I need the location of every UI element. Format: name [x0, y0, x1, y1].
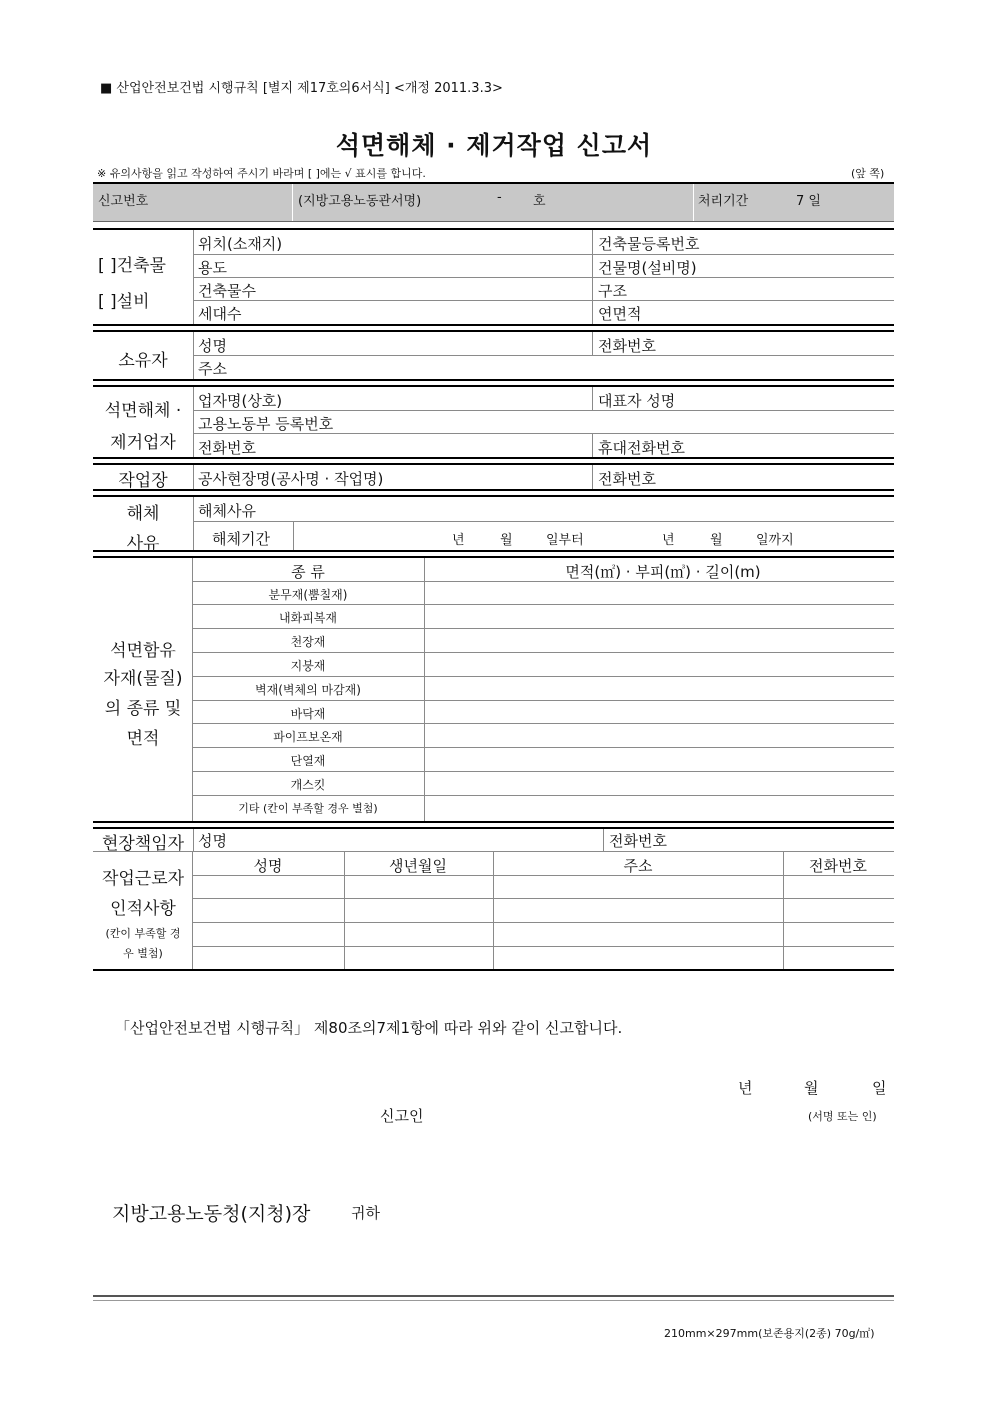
- report-number-label: 신고번호: [98, 194, 149, 209]
- checkbox-facility[interactable]: [ ]설비: [98, 292, 150, 312]
- demolition-period-label: 해체기간: [212, 530, 270, 548]
- ministry-reg-label: 고용노동부 등록번호: [198, 415, 334, 433]
- mobile-phone-label: 휴대전화번호: [598, 439, 685, 457]
- materials-section-label-2: 자재(물질): [103, 669, 183, 689]
- owner-phone-label: 전화번호: [598, 337, 656, 355]
- contractor-phone-label: 전화번호: [198, 439, 256, 457]
- office-name-label: (지방고용노동관서명): [298, 194, 422, 209]
- building-name-label: 건물명(설비명): [598, 259, 697, 277]
- owner-section-label: 소유자: [118, 351, 168, 371]
- worker-name-header: 성명: [253, 857, 283, 875]
- workers-note-2: 우 별첨): [123, 947, 163, 960]
- building-count-label: 건축물수: [198, 282, 256, 300]
- owner-name-label: 성명: [198, 337, 227, 355]
- workers-note-1: (칸이 부족할 경: [105, 927, 181, 940]
- processing-period-value: 7 일: [796, 194, 821, 209]
- site-phone-label: 전화번호: [598, 470, 656, 488]
- location-label: 위치(소재지): [198, 235, 283, 253]
- material-row-label: 내화피복재: [279, 611, 337, 625]
- paper-spec: 210mm×297mm(보존용지(2종) 70g/㎡): [664, 1327, 875, 1340]
- worksite-section-label: 작업장: [118, 471, 168, 491]
- period-day-to: 일까지: [756, 533, 794, 548]
- date-month: 월: [804, 1079, 819, 1097]
- contractor-section-label-1: 석면해체 ·: [104, 401, 182, 421]
- declaration-text: 「산업안전보건법 시행규칙」 제80조의7제1항에 따라 위와 같이 신고합니다.: [115, 1019, 623, 1037]
- period-year-to: 년: [662, 533, 675, 548]
- page-side-label: (앞 쪽): [851, 167, 885, 180]
- manager-name-label: 성명: [198, 832, 227, 850]
- checkbox-building[interactable]: [ ]건축물: [98, 256, 166, 276]
- material-row-label: 분무재(뿜칠재): [268, 588, 348, 602]
- worker-address-header: 주소: [623, 857, 653, 875]
- date-year: 년: [738, 1079, 753, 1097]
- recipient-label: 지방고용노동청(지청)장: [112, 1203, 311, 1225]
- site-name-label: 공사현장명(공사명 · 작업명): [198, 470, 384, 488]
- material-row-label: 천장재: [290, 635, 326, 649]
- households-label: 세대수: [198, 305, 242, 323]
- reporter-label: 신고인: [380, 1107, 424, 1125]
- workers-section-label-1: 작업근로자: [101, 869, 185, 889]
- page-title: 석면해체 · 제거작업 신고서: [335, 131, 653, 160]
- processing-period-label: 처리기간: [698, 194, 749, 209]
- reason-section-label-2: 사유: [126, 534, 160, 554]
- report-dash: -: [497, 190, 502, 205]
- workers-section-label-2: 인적사항: [110, 899, 176, 919]
- structure-label: 구조: [598, 282, 627, 300]
- material-row-label: 파이프보온재: [273, 730, 343, 744]
- material-type-header: 종 류: [291, 563, 325, 581]
- report-ho: 호: [533, 194, 546, 209]
- building-reg-no-label: 건축물등록번호: [598, 235, 700, 253]
- material-row-label: 지붕재: [290, 659, 326, 673]
- material-row-label: 벽재(벽체의 마감재): [255, 683, 361, 697]
- date-day: 일: [872, 1079, 887, 1097]
- material-area-header: 면적(㎡) · 부피(㎥) · 길이(m): [565, 563, 761, 581]
- recipient-suffix: 귀하: [351, 1204, 380, 1222]
- period-month-from: 월: [500, 533, 513, 548]
- worker-phone-header: 전화번호: [809, 857, 867, 875]
- receipt-band: [93, 183, 894, 221]
- period-month-to: 월: [710, 533, 723, 548]
- materials-section-label-4: 면적: [126, 729, 160, 749]
- representative-label: 대표자 성명: [598, 392, 676, 410]
- usage-label: 용도: [198, 259, 227, 277]
- material-row-label: 기타 (칸이 부족할 경우 별첨): [238, 802, 378, 815]
- materials-section-label-3: 의 종류 및: [104, 699, 182, 719]
- contractor-section-label-2: 제거업자: [110, 433, 176, 453]
- demolition-reason-label: 해체사유: [198, 502, 256, 520]
- owner-address-label: 주소: [198, 360, 227, 378]
- total-area-label: 연면적: [598, 305, 642, 323]
- worker-birth-header: 생년월일: [389, 857, 447, 875]
- materials-section-label-1: 석면함유: [110, 641, 176, 661]
- manager-section-label: 현장책임자: [101, 834, 185, 854]
- material-row-label: 개스킷: [290, 778, 326, 792]
- company-name-label: 업자명(상호): [198, 392, 283, 410]
- period-year-from: 년: [452, 533, 465, 548]
- material-row-label: 바닥재: [290, 707, 326, 721]
- period-day-from: 일부터: [546, 533, 584, 548]
- material-row-label: 단열재: [290, 754, 326, 768]
- reason-section-label-1: 해체: [126, 504, 160, 524]
- form-reference: ■ 산업안전보건법 시행규칙 [별지 제17호의6서식] <개정 2011.3.3>: [100, 81, 503, 96]
- instruction-note: ※ 유의사항을 읽고 작성하여 주시기 바라며 [ ]에는 √ 표시를 합니다.: [97, 167, 426, 180]
- manager-phone-label: 전화번호: [609, 832, 667, 850]
- signature-label: (서명 또는 인): [808, 1110, 877, 1123]
